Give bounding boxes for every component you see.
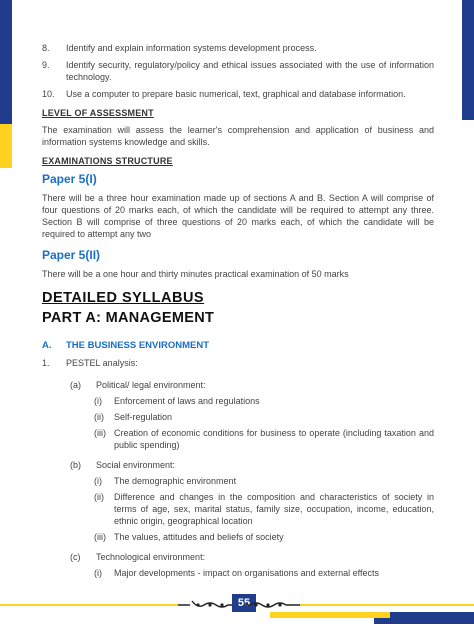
left-blue-side-bar [0,16,12,124]
list-item [42,88,434,100]
item-text: Major developments - impact on organisations and external effects [114,568,379,578]
list-item [42,567,434,579]
item-text: Enforcement of laws and regulations [114,396,260,406]
level-of-assessment-heading: LEVEL OF ASSESSMENT [42,108,154,118]
item-roman: (i) [94,476,102,486]
detailed-syllabus-title: DETAILED SYLLABUS [42,290,205,306]
paper-1-title: Paper 5(I) [42,172,97,186]
page-footer [0,594,474,632]
list-item [42,357,434,369]
footer-blue-stripe-lower [374,618,474,624]
item-text: Identify security, regulatory/policy and ethical issues associated with the use of information technology. [66,60,434,82]
item-letter: (b) [70,460,81,470]
footer-yellow-stripe [270,612,390,618]
item-text: Identify and explain information systems development process. [66,43,317,53]
list-item [42,395,434,407]
examinations-structure-heading: EXAMINATIONS STRUCTURE [42,156,173,166]
section-a-heading [42,340,434,351]
right-blue-side-bar [462,16,474,120]
paper-1-text: There will be a three hour examination made up of sections A and B. Section A will comprise of four questions of 20 marks each, of which the candidate will be required to attempt any three. Section B will comprise of three questions of 20 marks each, of which the candidate will be required to attempt any two [42,193,434,239]
list-item [42,459,434,471]
section-letter: A. [42,340,52,351]
item-text: Creation of economic conditions for business to operate (including taxation and public spending) [114,428,434,450]
item-roman: (i) [94,568,102,578]
item-number: 8. [42,43,50,53]
paper-2-title: Paper 5(II) [42,248,101,262]
paper-2-text: There will be a one hour and thirty minutes practical examination of 50 marks [42,269,349,279]
item-roman: (ii) [94,412,104,422]
item-letter: (c) [70,552,81,562]
ornament-right-icon [244,598,300,612]
list-item [42,411,434,423]
item-number: 9. [42,60,50,70]
list-item [42,551,434,563]
item-text: Self-regulation [114,412,173,422]
level-of-assessment-text: The examination will assess the learner's comprehension and application of business and information systems knowledge and skills. [42,125,434,147]
list-item [42,42,434,54]
page-content [42,42,434,583]
list-item [42,531,434,543]
list-item [42,491,434,527]
item-text: Social environment: [96,460,176,470]
list-item [42,427,434,451]
list-item [42,475,434,487]
item-text: The values, attitudes and beliefs of society [114,532,284,542]
item-roman: (i) [94,396,102,406]
item-roman: (iii) [94,428,106,438]
top-left-corner-bar [0,0,12,16]
item-text: Political/ legal environment: [96,380,206,390]
ornament-left-icon [178,598,234,612]
item-text: PESTEL analysis: [66,358,138,368]
top-right-corner-bar [462,0,474,16]
section-title: THE BUSINESS ENVIRONMENT [66,340,210,351]
left-yellow-side-bar [0,124,12,168]
list-item [42,379,434,391]
item-number: 10. [42,89,55,99]
item-text: Use a computer to prepare basic numerical, text, graphical and database information. [66,89,406,99]
item-letter: (a) [70,380,81,390]
list-item [42,59,434,83]
item-text: Technological environment: [96,552,206,562]
item-text: The demographic environment [114,476,237,486]
footer-rule-right [300,604,474,606]
item-roman: (iii) [94,532,106,542]
part-a-title: PART A: MANAGEMENT [42,310,215,326]
item-roman: (ii) [94,492,104,502]
footer-rule-left [0,604,178,606]
item-text: Difference and changes in the composition and characteristics of society in terms of age, sex, marital status, family size, occupation, income, education, ethnic origin, geographical location [114,492,434,526]
page-number: 55 [232,594,256,612]
item-number: 1. [42,358,50,368]
